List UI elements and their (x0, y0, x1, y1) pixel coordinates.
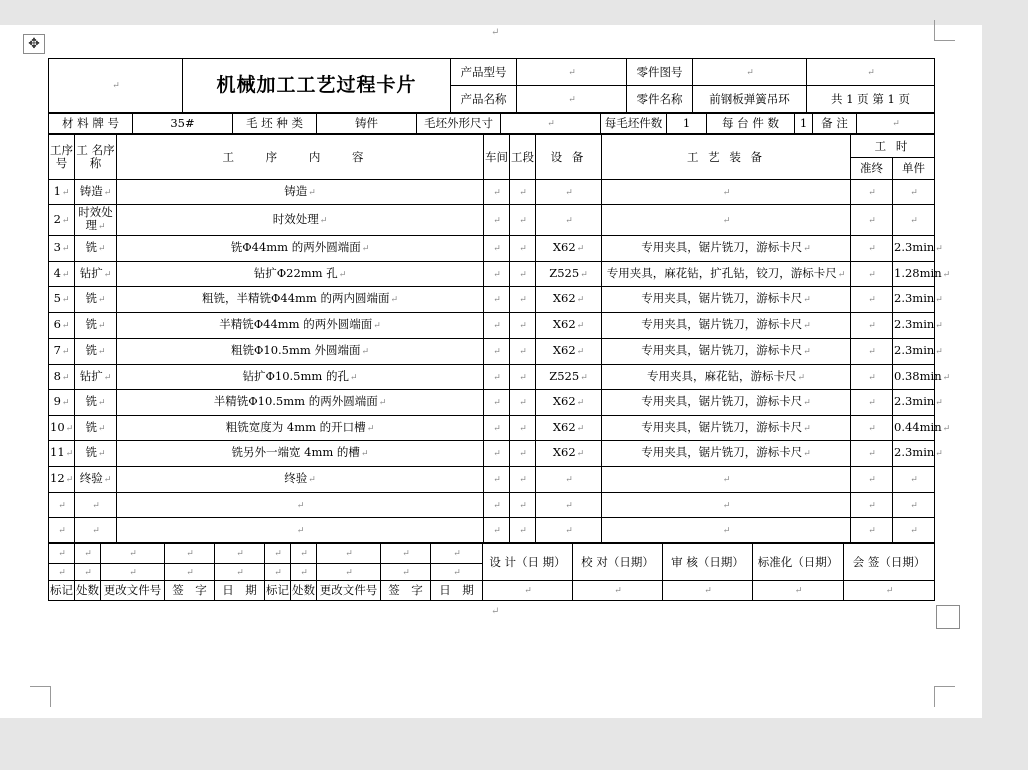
tooling-cell[interactable]: 专用夹具，锯片铣刀，游标卡尺↵ (602, 390, 851, 416)
op-name-cell-text: 铣 (85, 343, 97, 357)
op-no-cell[interactable]: 7↵ (49, 339, 75, 365)
workshop-cell[interactable]: ↵ (484, 205, 510, 236)
section-cell[interactable]: ↵ (510, 287, 536, 313)
equipment-cell[interactable]: ↵ (536, 518, 602, 543)
equipment-cell[interactable]: ↵ (536, 467, 602, 493)
prep-time-cell[interactable]: ↵ (851, 339, 893, 365)
unit-time-cell[interactable]: 0.38min↵ (893, 365, 935, 390)
content-cell[interactable]: 半精铣Φ44mm 的两外圆端面↵ (117, 313, 484, 339)
tooling-cell[interactable]: ↵ (602, 493, 851, 518)
footer-label-mark: 标记 (49, 581, 75, 601)
header-extra-cell[interactable]: ↵ (807, 59, 935, 86)
prep-time-cell[interactable]: ↵ (851, 313, 893, 339)
content-cell[interactable]: 铣Φ44mm 的两外圆端面↵ (117, 236, 484, 262)
footer-cell[interactable]: ↵ (165, 544, 215, 564)
equipment-cell-text: X62 (552, 291, 576, 305)
tooling-cell[interactable]: ↵ (602, 180, 851, 205)
page-corner-mark (934, 686, 955, 707)
prep-time-cell[interactable]: ↵ (851, 518, 893, 543)
blank-size-value[interactable]: ↵ (501, 114, 601, 134)
paragraph-mark: ↵ (491, 606, 500, 617)
section-cell[interactable]: ↵ (510, 390, 536, 416)
equipment-cell[interactable]: X62↵ (536, 313, 602, 339)
op-name-cell[interactable]: 铣↵ (75, 339, 117, 365)
op-no-cell-text: 5 (53, 291, 61, 305)
tooling-cell[interactable]: 专用夹具，锯片铣刀，游标卡尺↵ (602, 236, 851, 262)
section-cell[interactable]: ↵ (510, 441, 536, 467)
op-no-cell[interactable]: 3↵ (49, 236, 75, 262)
op-no-cell-text: 8 (53, 368, 61, 383)
equipment-cell[interactable]: ↵ (536, 493, 602, 518)
prep-time-cell[interactable]: ↵ (851, 365, 893, 390)
unit-time-cell[interactable]: ↵ (893, 493, 935, 518)
prep-time-cell[interactable]: ↵ (851, 236, 893, 262)
prep-time-cell[interactable]: ↵ (851, 441, 893, 467)
header-table (48, 58, 935, 113)
footer-label-mark: 标记 (265, 581, 291, 601)
workshop-cell[interactable]: ↵ (484, 416, 510, 441)
footer-cell[interactable]: ↵ (291, 564, 317, 581)
content-cell-text: 粗铣，半精铣Φ44mm 的两内圆端面 (201, 291, 390, 305)
footer-cell[interactable]: ↵ (317, 564, 381, 581)
table-row (49, 365, 935, 390)
footer-table (48, 543, 935, 601)
per-blank-label: 每毛坯件数 (601, 114, 667, 134)
workshop-cell[interactable]: ↵ (484, 339, 510, 365)
op-name-cell[interactable]: ↵ (75, 493, 117, 518)
table-row (49, 287, 935, 313)
op-no-cell[interactable]: 12↵ (49, 467, 75, 493)
footer-label-sign: 签 字 (381, 581, 431, 601)
tooling-cell[interactable]: 专用夹具，锯片铣刀，游标卡尺↵ (602, 416, 851, 441)
content-cell-text: 铣Φ44mm 的两外圆端面 (230, 240, 361, 254)
table-move-handle-icon[interactable]: ✥ (23, 34, 45, 54)
equipment-cell[interactable]: Z525↵ (536, 262, 602, 287)
unit-time-cell[interactable]: ↵ (893, 518, 935, 543)
content-cell-text: 终验 (284, 471, 308, 485)
op-no-cell-text: 11 (50, 445, 65, 459)
unit-time-cell-text: 0.38min (894, 368, 942, 383)
review-label: 审 核（日期） (663, 544, 753, 581)
unit-time-cell[interactable]: 2.3min↵ (893, 441, 935, 467)
footer-cell[interactable]: ↵ (265, 564, 291, 581)
content-cell[interactable]: 终验↵ (117, 467, 484, 493)
footer-label-change-doc: 更改文件号 (101, 581, 165, 601)
equipment-cell[interactable]: ↵ (536, 180, 602, 205)
material-table (48, 113, 935, 134)
part-name-label: 零件名称 (627, 86, 693, 113)
op-name-cell[interactable]: 铸造↵ (75, 180, 117, 205)
unit-time-cell[interactable]: ↵ (893, 205, 935, 236)
op-no-cell[interactable]: 9↵ (49, 390, 75, 416)
content-cell-text: 时效处理 (272, 211, 319, 226)
review-sign-cell[interactable]: ↵ (663, 581, 753, 601)
equipment-cell-text: Z525 (549, 265, 580, 280)
content-cell-text: 粗铣Φ10.5mm 外圆端面 (230, 343, 361, 357)
op-name-cell-text: 铣 (85, 394, 97, 408)
unit-time-cell-text: 2.3min (894, 343, 935, 357)
op-name-cell[interactable]: 钻扩↵ (75, 365, 117, 390)
op-name-cell-text: 时效处理 (78, 205, 113, 232)
unit-time-cell-text: 2.3min (894, 445, 935, 459)
tooling-cell[interactable]: 专用夹具，锯片铣刀，游标卡尺↵ (602, 441, 851, 467)
check-sign-cell[interactable]: ↵ (573, 581, 663, 601)
table-row (49, 441, 935, 467)
op-name-cell-text: 铣 (85, 445, 97, 459)
tooling-cell[interactable]: 专用夹具，锯片铣刀，游标卡尺↵ (602, 339, 851, 365)
footer-cell[interactable]: ↵ (431, 544, 483, 564)
design-sign-cell[interactable]: ↵ (483, 581, 573, 601)
table-row (49, 416, 935, 441)
op-no-cell-text: 7 (53, 343, 61, 357)
op-name-cell[interactable]: 铣↵ (75, 287, 117, 313)
product-name-label: 产品名称 (451, 86, 517, 113)
workshop-cell[interactable]: ↵ (484, 390, 510, 416)
op-name-cell-text: 铣 (85, 240, 97, 254)
check-label: 校 对（日期） (573, 544, 663, 581)
op-name-cell-text: 铸造 (79, 183, 103, 198)
process-table (48, 134, 951, 543)
section-cell[interactable]: ↵ (510, 339, 536, 365)
op-name-cell-text: 铣 (85, 419, 97, 434)
op-no-cell[interactable]: 11↵ (49, 441, 75, 467)
tooling-cell[interactable]: 专用夹具，麻花钻，游标卡尺↵ (602, 365, 851, 390)
page-corner-mark (934, 20, 955, 41)
content-cell-text: 粗铣宽度为 4mm 的开口槽 (225, 419, 366, 434)
section-cell[interactable]: ↵ (510, 518, 536, 543)
footer-cell[interactable]: ↵ (431, 564, 483, 581)
countersign-sign-cell[interactable]: ↵ (844, 581, 935, 601)
unit-time-cell-text: 2.3min (894, 394, 935, 408)
page-corner-mark (30, 686, 51, 707)
equipment-cell[interactable]: X62↵ (536, 416, 602, 441)
content-cell[interactable]: ↵ (117, 518, 484, 543)
section-cell[interactable]: ↵ (510, 467, 536, 493)
unit-time-cell[interactable]: ↵ (893, 467, 935, 493)
col-hours: 工 时 (851, 135, 935, 158)
footer-cell[interactable]: ↵ (215, 544, 265, 564)
tooling-cell[interactable]: ↵ (602, 518, 851, 543)
tooling-cell[interactable]: 专用夹具，麻花钻，扩孔钻，铰刀，游标卡尺↵ (602, 262, 851, 287)
workshop-cell[interactable]: ↵ (484, 467, 510, 493)
material-value[interactable]: 35# (133, 114, 233, 134)
col-prep: 准终 (851, 158, 893, 180)
equipment-cell[interactable]: X62↵ (536, 236, 602, 262)
equipment-cell[interactable]: X62↵ (536, 441, 602, 467)
prep-time-cell[interactable]: ↵ (851, 180, 893, 205)
col-unit: 单件 (893, 158, 935, 180)
footer-cell[interactable]: ↵ (265, 544, 291, 564)
unit-time-cell[interactable]: 2.3min↵ (893, 339, 935, 365)
prep-time-cell[interactable]: ↵ (851, 262, 893, 287)
content-cell[interactable]: 粗铣Φ10.5mm 外圆端面↵ (117, 339, 484, 365)
section-cell[interactable]: ↵ (510, 416, 536, 441)
equipment-cell[interactable]: ↵ (536, 205, 602, 236)
section-cell[interactable]: ↵ (510, 262, 536, 287)
footer-cell[interactable]: ↵ (101, 544, 165, 564)
content-cell[interactable]: ↵ (117, 493, 484, 518)
unit-time-cell[interactable]: ↵ (893, 180, 935, 205)
op-no-cell-text: 9 (53, 394, 61, 408)
product-model-value[interactable]: ↵ (517, 59, 627, 86)
tooling-cell-text: 专用夹具，麻花钻，扩孔钻，铰刀，游标卡尺 (606, 265, 837, 280)
op-no-cell[interactable]: 5↵ (49, 287, 75, 313)
standard-label: 标准化（日期） (753, 544, 844, 581)
content-cell[interactable]: 钻扩Φ22mm 孔↵ (117, 262, 484, 287)
footer-cell[interactable]: ↵ (49, 564, 75, 581)
prep-time-cell[interactable]: ↵ (851, 205, 893, 236)
unit-time-cell-text: 2.3min (894, 291, 935, 305)
op-no-cell[interactable]: 10↵ (49, 416, 75, 441)
prep-time-cell[interactable]: ↵ (851, 287, 893, 313)
footer-cell[interactable]: ↵ (215, 564, 265, 581)
col-tooling: 工 艺 装 备 (602, 135, 851, 180)
op-name-cell[interactable]: 铣↵ (75, 313, 117, 339)
content-cell-text: 半精铣Φ10.5mm 的两外圆端面 (213, 394, 378, 408)
unit-time-cell[interactable]: 1.28min↵ (893, 262, 935, 287)
tooling-cell-text: 专用夹具，锯片铣刀，游标卡尺 (641, 419, 803, 434)
part-no-label: 零件图号 (627, 59, 693, 86)
op-name-cell[interactable]: 铣↵ (75, 236, 117, 262)
content-cell-text: 铣另外一端宽 4mm 的槽 (231, 445, 360, 459)
op-name-cell-text: 铣 (85, 317, 97, 331)
op-name-cell-text: 钻扩 (79, 368, 103, 383)
op-no-cell-text: 4 (53, 265, 61, 280)
op-name-cell[interactable]: ↵ (75, 518, 117, 543)
workshop-cell[interactable]: ↵ (484, 236, 510, 262)
op-name-cell[interactable]: 钻扩↵ (75, 262, 117, 287)
tooling-cell[interactable]: 专用夹具，锯片铣刀，游标卡尺↵ (602, 287, 851, 313)
op-name-cell[interactable]: 铣↵ (75, 390, 117, 416)
content-cell[interactable]: 粗铣，半精铣Φ44mm 的两内圆端面↵ (117, 287, 484, 313)
part-no-value[interactable]: ↵ (693, 59, 807, 86)
paragraph-mark: ↵ (491, 27, 500, 38)
footer-cell[interactable]: ↵ (381, 544, 431, 564)
table-row (49, 390, 935, 416)
tooling-cell-text: 专用夹具，锯片铣刀，游标卡尺 (641, 343, 803, 357)
op-no-cell-text: 12 (50, 471, 65, 485)
workshop-cell[interactable]: ↵ (484, 313, 510, 339)
workshop-cell[interactable]: ↵ (484, 493, 510, 518)
section-cell[interactable]: ↵ (510, 236, 536, 262)
unit-time-cell[interactable]: 2.3min↵ (893, 236, 935, 262)
table-row (49, 313, 935, 339)
blank-type-label: 毛 坯 种 类 (233, 114, 317, 134)
countersign-label: 会 签（日期） (844, 544, 935, 581)
table-row (49, 467, 935, 493)
design-label: 设 计（日 期） (483, 544, 573, 581)
section-cell[interactable]: ↵ (510, 493, 536, 518)
op-name-cell-text: 终验 (79, 471, 103, 485)
standard-sign-cell[interactable]: ↵ (753, 581, 844, 601)
footer-cell[interactable]: ↵ (165, 564, 215, 581)
equipment-cell[interactable]: X62↵ (536, 390, 602, 416)
content-cell-text: 钻扩Φ10.5mm 的孔 (242, 368, 349, 383)
op-name-cell[interactable]: 时效处理↵ (75, 205, 117, 236)
content-cell[interactable]: 粗铣宽度为 4mm 的开口槽↵ (117, 416, 484, 441)
tooling-cell[interactable]: ↵ (602, 467, 851, 493)
content-cell[interactable]: 时效处理↵ (117, 205, 484, 236)
footer-cell[interactable]: ↵ (75, 564, 101, 581)
tooling-cell-text: 专用夹具，锯片铣刀，游标卡尺 (641, 445, 803, 459)
table-resize-handle[interactable] (936, 605, 960, 629)
process-card (48, 58, 951, 601)
equipment-cell[interactable]: X62↵ (536, 287, 602, 313)
equipment-cell-text: X62 (552, 317, 576, 331)
footer-cell[interactable]: ↵ (317, 544, 381, 564)
col-op-no: 工序号 (49, 135, 75, 180)
workshop-cell[interactable]: ↵ (484, 441, 510, 467)
equipment-cell-text: X62 (552, 394, 576, 408)
section-cell[interactable]: ↵ (510, 365, 536, 390)
workshop-cell[interactable]: ↵ (484, 262, 510, 287)
equipment-cell-text: X62 (552, 343, 576, 357)
unit-time-cell-text: 2.3min (894, 317, 935, 331)
unit-time-cell-text: 2.3min (894, 240, 935, 254)
table-row (49, 339, 935, 365)
equipment-cell[interactable]: X62↵ (536, 339, 602, 365)
op-no-cell-text: 10 (50, 419, 65, 434)
table-row (49, 518, 935, 543)
content-cell-text: 半精铣Φ44mm 的两外圆端面 (219, 317, 373, 331)
equipment-cell-text: Z525 (549, 368, 580, 383)
tooling-cell[interactable]: 专用夹具，锯片铣刀，游标卡尺↵ (602, 313, 851, 339)
op-no-cell[interactable]: 8↵ (49, 365, 75, 390)
content-cell[interactable]: 铸造↵ (117, 180, 484, 205)
equipment-cell[interactable]: Z525↵ (536, 365, 602, 390)
footer-label-sign: 签 字 (165, 581, 215, 601)
unit-time-cell-text: 1.28min (894, 265, 942, 280)
footer-label-date: 日 期 (431, 581, 483, 601)
content-cell-text: 钻扩Φ22mm 孔 (253, 265, 338, 280)
product-name-value[interactable]: ↵ (517, 86, 627, 113)
workshop-cell[interactable]: ↵ (484, 518, 510, 543)
tooling-cell[interactable]: ↵ (602, 205, 851, 236)
card-title: 机械加工工艺过程卡片 (183, 59, 451, 113)
op-no-cell[interactable]: 4↵ (49, 262, 75, 287)
blank-type-value[interactable]: 铸件 (317, 114, 417, 134)
footer-cell[interactable]: ↵ (101, 564, 165, 581)
remark-value[interactable]: ↵ (857, 114, 935, 134)
section-cell[interactable]: ↵ (510, 205, 536, 236)
footer-label-count: 处数 (291, 581, 317, 601)
op-no-cell[interactable]: 2↵ (49, 205, 75, 236)
equipment-cell-text: X62 (552, 240, 576, 254)
op-no-cell[interactable]: ↵ (49, 518, 75, 543)
tooling-cell-text: 专用夹具，锯片铣刀，游标卡尺 (641, 240, 803, 254)
op-name-cell[interactable]: 铣↵ (75, 416, 117, 441)
op-no-cell[interactable]: ↵ (49, 493, 75, 518)
workshop-cell[interactable]: ↵ (484, 180, 510, 205)
prep-time-cell[interactable]: ↵ (851, 493, 893, 518)
table-row (49, 180, 935, 205)
per-machine-label: 每 台 件 数 (707, 114, 795, 134)
table-row (49, 262, 935, 287)
table-row (49, 205, 935, 236)
tooling-cell-text: 专用夹具，锯片铣刀，游标卡尺 (641, 291, 803, 305)
prep-time-cell[interactable]: ↵ (851, 390, 893, 416)
page-count: 共 1 页 第 1 页 (807, 86, 935, 113)
footer-cell[interactable]: ↵ (291, 544, 317, 564)
content-cell-text: 铸造 (284, 183, 308, 198)
col-workshop: 车间 (484, 135, 510, 180)
op-name-cell[interactable]: 终验↵ (75, 467, 117, 493)
unit-time-cell[interactable]: 2.3min↵ (893, 313, 935, 339)
content-cell[interactable]: 钻扩Φ10.5mm 的孔↵ (117, 365, 484, 390)
table-row (49, 493, 935, 518)
section-cell[interactable]: ↵ (510, 313, 536, 339)
op-no-cell-text: 3 (53, 240, 61, 254)
op-no-cell-text: 2 (53, 211, 61, 226)
footer-label-change-doc: 更改文件号 (317, 581, 381, 601)
op-no-cell[interactable]: 6↵ (49, 313, 75, 339)
content-cell[interactable]: 半精铣Φ10.5mm 的两外圆端面↵ (117, 390, 484, 416)
product-model-label: 产品型号 (451, 59, 517, 86)
unit-time-cell[interactable]: 2.3min↵ (893, 390, 935, 416)
col-section: 工段 (510, 135, 536, 180)
section-cell[interactable]: ↵ (510, 180, 536, 205)
tooling-cell-text: 专用夹具，麻花钻，游标卡尺 (646, 368, 797, 383)
equipment-cell-text: X62 (552, 445, 576, 459)
footer-cell[interactable]: ↵ (381, 564, 431, 581)
content-cell[interactable]: 铣另外一端宽 4mm 的槽↵ (117, 441, 484, 467)
equipment-cell-text: X62 (552, 419, 576, 434)
footer-label-count: 处数 (75, 581, 101, 601)
op-no-cell[interactable]: 1↵ (49, 180, 75, 205)
remark-label: 备 注 (813, 114, 857, 134)
col-equipment: 设 备 (536, 135, 602, 180)
footer-label-date: 日 期 (215, 581, 265, 601)
unit-time-cell[interactable]: 0.44min↵ (893, 416, 935, 441)
op-name-cell[interactable]: 铣↵ (75, 441, 117, 467)
workshop-cell[interactable]: ↵ (484, 287, 510, 313)
process-rows (49, 180, 951, 543)
workshop-cell[interactable]: ↵ (484, 365, 510, 390)
op-name-cell-text: 铣 (85, 291, 97, 305)
table-row (49, 236, 935, 262)
op-no-cell-text: 6 (53, 317, 61, 331)
part-name-value[interactable]: 前钢板弹簧吊环 (693, 86, 807, 113)
tooling-cell-text: 专用夹具，锯片铣刀，游标卡尺 (641, 317, 803, 331)
col-op-name: 工 名序 称 (75, 135, 117, 180)
tooling-cell-text: 专用夹具，锯片铣刀，游标卡尺 (641, 394, 803, 408)
material-label: 材 料 牌 号 (49, 114, 133, 134)
op-name-cell-text: 钻扩 (79, 265, 103, 280)
unit-time-cell[interactable]: 2.3min↵ (893, 287, 935, 313)
footer-cell[interactable]: ↵ (49, 544, 75, 564)
blank-size-label: 毛坯外形尺寸 (417, 114, 501, 134)
op-no-cell-text: 1 (53, 183, 61, 198)
blank-cell[interactable]: ↵ (49, 59, 183, 113)
col-content: 工 序 内 容 (117, 135, 484, 180)
per-blank-value[interactable]: 1 (667, 114, 707, 134)
prep-time-cell[interactable]: ↵ (851, 467, 893, 493)
unit-time-cell-text: 0.44min (894, 419, 942, 434)
per-machine-value[interactable]: 1 (795, 114, 813, 134)
footer-cell[interactable]: ↵ (75, 544, 101, 564)
prep-time-cell[interactable]: ↵ (851, 416, 893, 441)
